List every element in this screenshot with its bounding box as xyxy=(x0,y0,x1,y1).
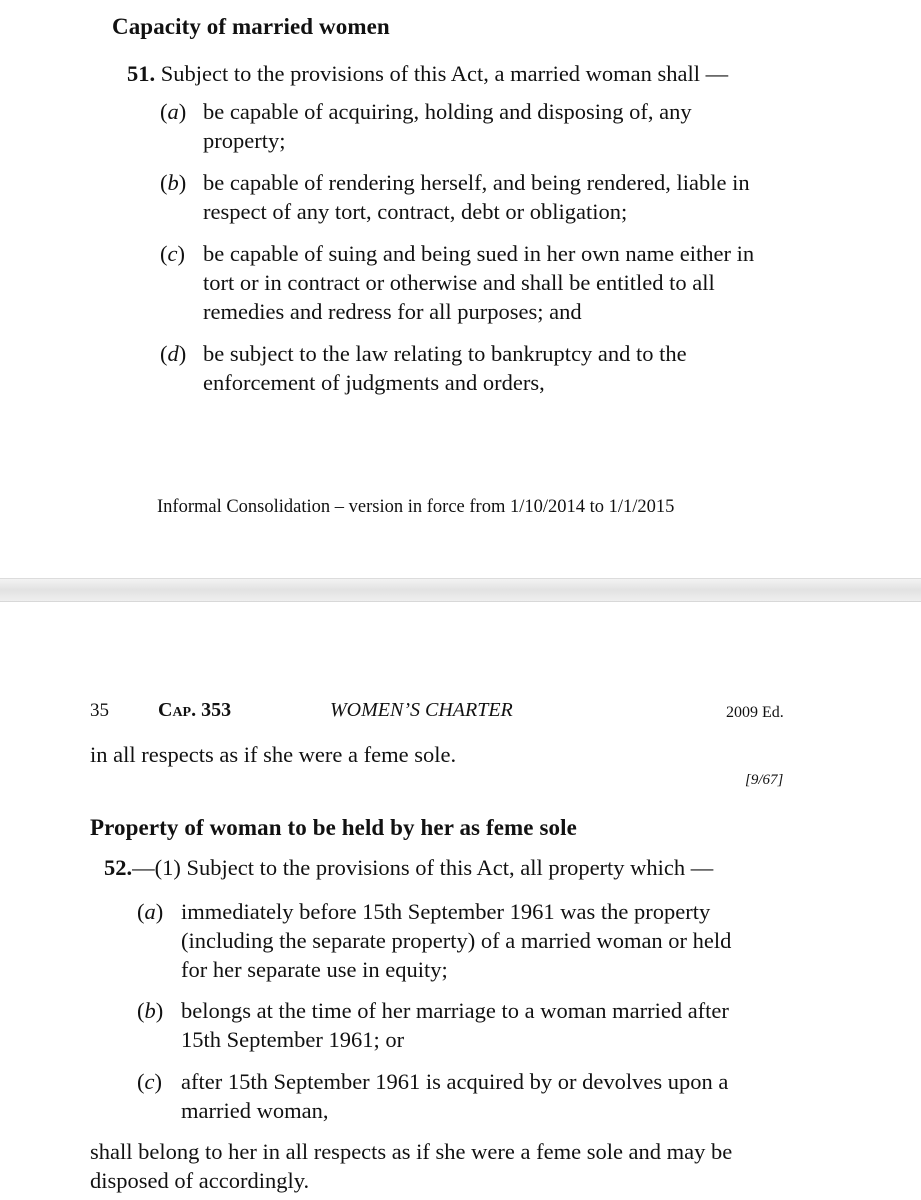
section-intro-text: —(1) Subject to the provisions of this Act, all property which — xyxy=(132,855,714,880)
section-number: 51. xyxy=(127,61,156,86)
list-item xyxy=(203,239,814,326)
item-line: remedies and redress for all purposes; and xyxy=(203,299,582,324)
item-label: (b) xyxy=(160,170,187,195)
page-number: 35 xyxy=(90,700,109,721)
section-heading: Property of woman to be held by her as feme sole xyxy=(90,815,577,840)
item-line: be capable of suing and being sued in her own name either in xyxy=(203,241,755,266)
list-item xyxy=(203,97,814,155)
item-line: belongs at the time of her marriage to a woman married after xyxy=(181,998,729,1023)
section-52-intro xyxy=(104,853,713,882)
item-line: enforcement of judgments and orders, xyxy=(203,370,545,395)
item-line: be capable of acquiring, holding and disposing of, any xyxy=(203,99,692,124)
list-item xyxy=(203,168,814,226)
item-line: property; xyxy=(203,128,286,153)
item-label: (a) xyxy=(160,99,187,124)
list-item xyxy=(181,996,791,1054)
item-line: after 15th September 1961 is acquired by or devolves upon a xyxy=(181,1069,729,1094)
section-intro-text: Subject to the provisions of this Act, a married woman shall — xyxy=(160,61,729,86)
item-line: (including the separate property) of a married woman or held xyxy=(181,928,732,953)
item-line: 15th September 1961; or xyxy=(181,1027,405,1052)
section-heading: Capacity of married women xyxy=(112,14,390,39)
closing-line: shall belong to her in all respects as if she were a feme sole and may be xyxy=(90,1139,733,1164)
list-item xyxy=(181,897,791,984)
list-item xyxy=(203,339,814,397)
edition-label: 2009 Ed. xyxy=(726,704,784,721)
closing-paragraph xyxy=(90,1137,791,1195)
item-label: (d) xyxy=(160,341,187,366)
page-footer: Informal Consolidation – version in force from 1/10/2014 to 1/1/2015 xyxy=(157,497,675,517)
item-line: tort or in contract or otherwise and shall be entitled to all xyxy=(203,270,715,295)
running-title: WOMEN’S CHARTER xyxy=(330,699,513,721)
continuation-text: in all respects as if she were a feme sole. xyxy=(90,742,457,767)
item-line: respect of any tort, contract, debt or obligation; xyxy=(203,199,628,224)
item-label: (b) xyxy=(137,998,164,1023)
item-label: (a) xyxy=(137,899,164,924)
item-line: married woman, xyxy=(181,1098,329,1123)
item-label: (c) xyxy=(137,1069,162,1094)
section-number: 52. xyxy=(104,855,133,880)
citation: [9/67] xyxy=(745,772,784,788)
item-line: immediately before 15th September 1961 was the property xyxy=(181,899,711,924)
section-51-intro xyxy=(127,59,728,88)
item-label: (c) xyxy=(160,241,185,266)
item-line: be capable of rendering herself, and being rendered, liable in xyxy=(203,170,750,195)
page-separator xyxy=(0,578,921,602)
item-line: be subject to the law relating to bankruptcy and to the xyxy=(203,341,687,366)
item-line: for her separate use in equity; xyxy=(181,957,448,982)
chapter-label: Cap. 353 xyxy=(158,699,232,721)
closing-line: disposed of accordingly. xyxy=(90,1168,310,1193)
list-item xyxy=(181,1067,791,1125)
